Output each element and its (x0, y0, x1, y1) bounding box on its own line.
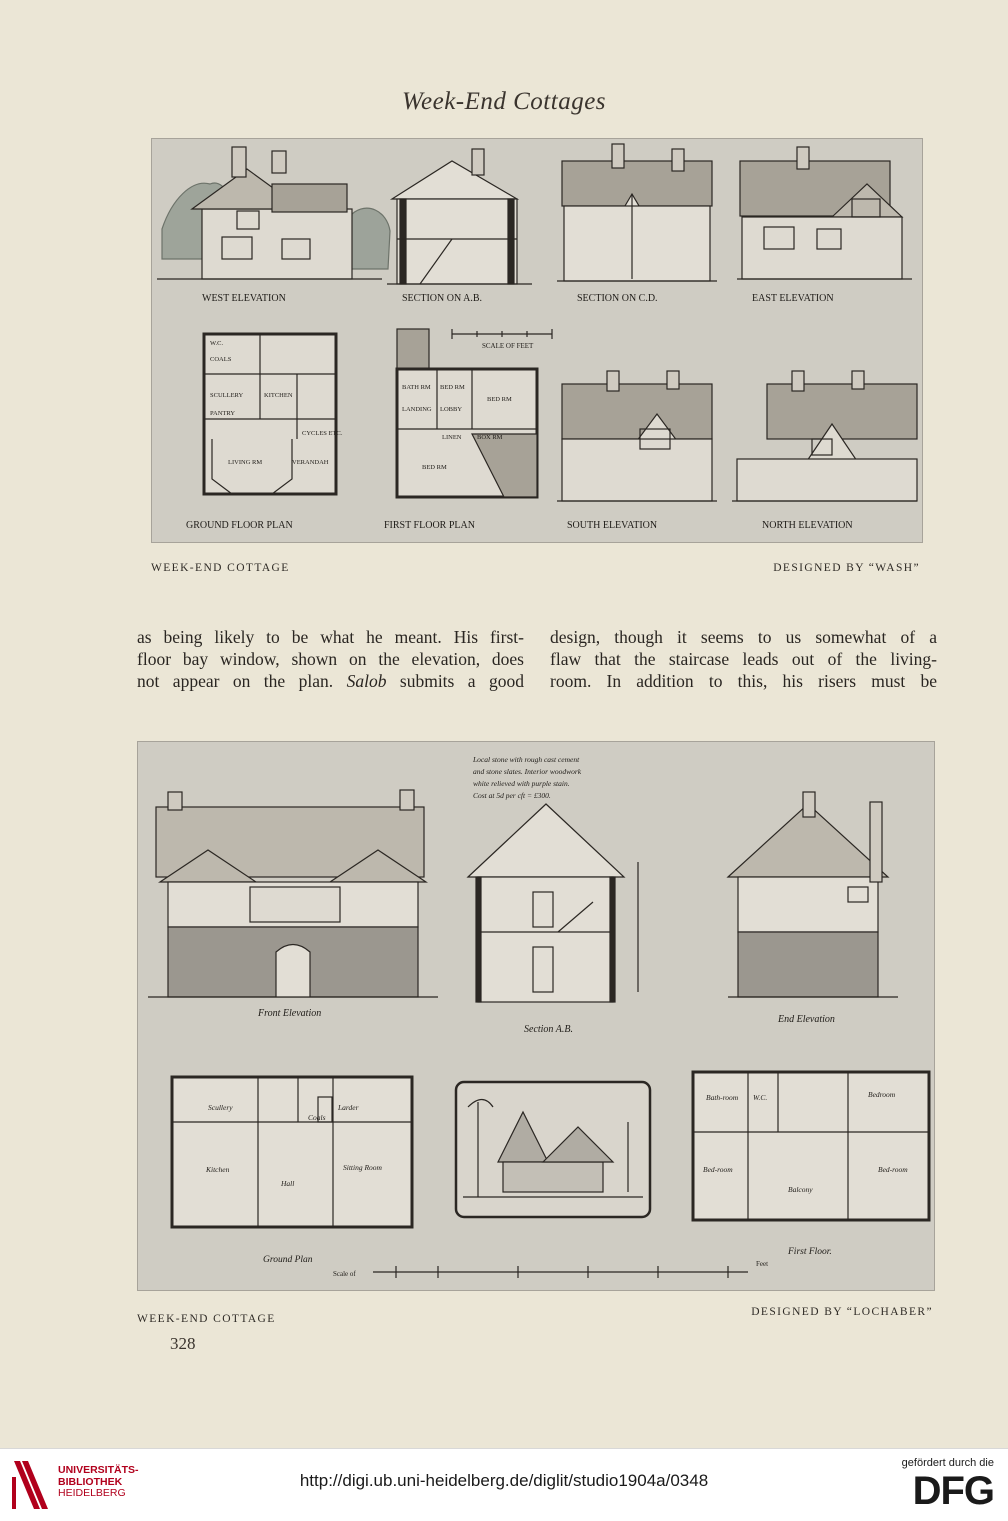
room-bedroom-2: Bed-room (703, 1165, 733, 1174)
west-elevation-drawing (157, 147, 390, 279)
caption-1-left: WEEK-END COTTAGE (151, 562, 290, 574)
wash-drawings-svg (152, 139, 922, 542)
label-east-elevation: EAST ELEVATION (752, 293, 834, 304)
room-linen: LINEN (442, 434, 462, 441)
room-scullery-2: Scullery (208, 1103, 233, 1112)
room-wc-ground: W.C. (210, 340, 224, 347)
room-verandah: VERANDAH (292, 459, 329, 466)
label-ground-plan: Ground Plan (263, 1255, 313, 1265)
front-elevation-drawing (148, 790, 438, 997)
perspective-sketch (456, 1082, 650, 1217)
left-line-1: as being likely to be what he meant. His first- (137, 627, 524, 647)
room-bedroom-3: Bed-room (878, 1165, 908, 1174)
note-line-3: white relieved with purple stain. (473, 779, 570, 788)
right-line-3: room. In addition to this, his risers must be (550, 671, 937, 691)
library-name: UNIVERSITÄTS- BIBLIOTHEK HEIDELBERG (58, 1464, 139, 1499)
room-coals-2: Coals (308, 1113, 326, 1122)
room-sitting: Sitting Room (343, 1163, 382, 1172)
room-bed1: BED RM (440, 384, 465, 391)
page-number: 328 (170, 1334, 196, 1353)
note-line-4: Cost at 5d per cft = £300. (473, 791, 551, 800)
room-kitchen-2: Kitchen (206, 1165, 230, 1174)
room-wc-2: W.C. (753, 1093, 768, 1102)
room-bath-2: Bath-room (706, 1093, 739, 1102)
label-west-elevation: WEST ELEVATION (202, 293, 286, 304)
room-bedroom-1: Bedroom (868, 1090, 896, 1099)
section-cd-drawing (557, 144, 717, 281)
label-scale-of: Scale of (333, 1270, 356, 1278)
label-end-elevation: End Elevation (778, 1014, 835, 1025)
room-landing: LANDING (402, 406, 432, 413)
pseudonym-salob: Salob (346, 671, 387, 691)
room-box: BOX RM (477, 434, 503, 441)
end-elevation-drawing (728, 792, 898, 997)
room-bath-first: BATH RM (402, 384, 431, 391)
ground-plan-drawing (172, 1077, 412, 1227)
room-living: LIVING RM (228, 459, 263, 466)
room-bed2: BED RM (487, 396, 512, 403)
scale-bar-1 (452, 329, 552, 339)
label-section-ab: SECTION ON A.B. (402, 293, 483, 304)
room-kitchen-ground: KITCHEN (264, 392, 293, 399)
label-scale-of-feet: SCALE OF FEET (482, 342, 534, 350)
label-section-cd: SECTION ON C.D. (577, 293, 658, 304)
section-ab-drawing (387, 149, 532, 284)
funded-by-text: gefördert durch die (901, 1457, 994, 1469)
section-ab-2-drawing (468, 804, 638, 1002)
note-line-1: Local stone with rough cast cement (473, 755, 580, 764)
room-hall: Hall (281, 1179, 295, 1188)
viewer-footer (0, 1448, 1008, 1521)
left-column (137, 626, 524, 692)
room-cycles: CYCLES ETC. (302, 430, 343, 437)
caption-2-right: DESIGNED BY “LOCHABER” (751, 1306, 933, 1318)
right-line-1: design, though it seems to us somewhat of a (550, 627, 937, 647)
east-elevation-drawing (737, 147, 912, 279)
label-first-floor: First Floor. (788, 1247, 832, 1257)
label-south-elevation: SOUTH ELEVATION (567, 520, 658, 531)
lochaber-drawings-svg (138, 742, 934, 1290)
first-floor-plan-drawing (397, 329, 537, 497)
north-elevation-drawing (732, 371, 917, 501)
room-balcony: Balcony (788, 1185, 813, 1194)
running-head: Week-End Cottages (401, 88, 607, 115)
scale-bar-2 (373, 1266, 748, 1278)
label-front-elevation: Front Elevation (258, 1008, 322, 1019)
label-section-ab-2: Section A.B. (524, 1024, 573, 1035)
room-scullery-ground: SCULLERY (210, 392, 244, 399)
room-lobby: LOBBY (440, 406, 463, 413)
dfg-logo: DFG (912, 1469, 994, 1513)
dfg-funding (884, 1457, 994, 1513)
label-feet: Feet (756, 1260, 769, 1268)
right-column (550, 626, 937, 692)
note-line-2: and stone slates. Interior woodwork (473, 767, 582, 776)
left-line-2: floor bay window, shown on the elevation, does (137, 649, 524, 669)
plate-lochaber-drawings (137, 741, 935, 1291)
body-text (137, 626, 937, 692)
room-larder: Larder (338, 1103, 359, 1112)
south-elevation-drawing (557, 371, 717, 501)
label-ground-floor-plan: GROUND FLOOR PLAN (186, 520, 293, 531)
room-bed3: BED RM (422, 464, 447, 471)
caption-2-left: WEEK-END COTTAGE (137, 1313, 276, 1325)
label-first-floor-plan: FIRST FLOOR PLAN (384, 520, 475, 531)
label-north-elevation: NORTH ELEVATION (762, 520, 853, 531)
plate-wash-drawings (151, 138, 923, 543)
room-coals: COALS (210, 356, 232, 363)
permalink-url[interactable]: http://digi.ub.uni-heidelberg.de/diglit/studio1904a/0348 (299, 1471, 709, 1490)
left-line-3: not appear on the plan. Salob submits a good (137, 671, 524, 691)
room-pantry: PANTRY (210, 410, 236, 417)
right-line-2: flaw that the staircase leads out of the living- (550, 649, 937, 669)
caption-1-right: DESIGNED BY “WASH” (773, 562, 920, 574)
